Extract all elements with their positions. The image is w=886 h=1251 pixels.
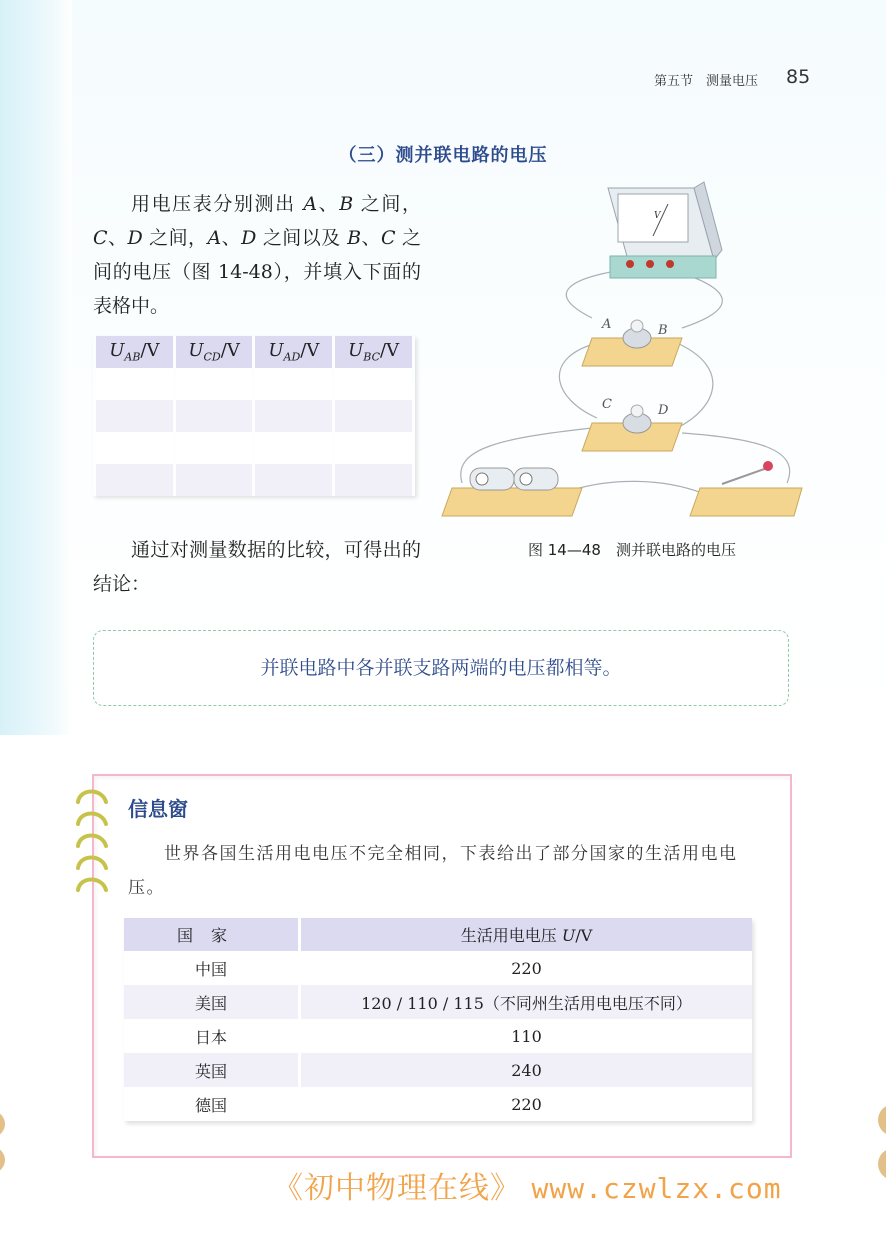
header-country: 国家 (124, 918, 301, 951)
blank-cell[interactable] (335, 368, 412, 400)
comparison-paragraph: 通过对测量数据的比较，可得出的结论： (93, 539, 421, 595)
voltage-cell: 120 / 110 / 115（不同州生活用电电压不同） (301, 985, 752, 1019)
header-ubc: $U_{BC}/V$ (335, 336, 412, 368)
circuit-figure (432, 178, 812, 523)
voltage-cell: 110 (301, 1019, 752, 1053)
table-row (96, 400, 412, 432)
country-cell: 中国 (124, 951, 301, 985)
country-voltage-table (124, 918, 752, 1121)
header-uab: $U_{AB}/V$ (96, 336, 173, 368)
blank-cell[interactable] (335, 400, 412, 432)
table-row (96, 368, 412, 400)
blank-cell[interactable] (96, 432, 173, 464)
meter-label: V (654, 211, 661, 221)
spiral-binding-icon (74, 784, 110, 894)
blank-cell[interactable] (335, 432, 412, 464)
info-window-paragraph: 世界各国生活用电电压不完全相同，下表给出了部分国家的生活用电电压。 (128, 844, 738, 898)
battery (442, 468, 582, 516)
table-row (96, 464, 412, 496)
label-d: D (658, 403, 669, 418)
section-heading: （三）测并联电路的电压 (338, 145, 548, 166)
measurement-table (93, 336, 415, 496)
figure-caption: 图 14—48 测并联电路的电压 (528, 541, 736, 559)
voltage-cell: 240 (301, 1053, 752, 1087)
blank-cell[interactable] (255, 432, 332, 464)
voltage-cell: 220 (301, 951, 752, 985)
blank-cell[interactable] (176, 432, 253, 464)
blank-cell[interactable] (335, 464, 412, 496)
table-row (124, 1087, 752, 1121)
country-cell: 美国 (124, 985, 301, 1019)
bulb-ab (582, 317, 682, 366)
country-cell: 英国 (124, 1053, 301, 1087)
page-number: 85 (786, 66, 811, 88)
page-background-left (0, 0, 72, 735)
blank-cell[interactable] (255, 400, 332, 432)
blank-cell[interactable] (96, 368, 173, 400)
blank-cell[interactable] (96, 464, 173, 496)
header-ucd: $U_{CD}/V$ (176, 336, 253, 368)
country-cell: 德国 (124, 1087, 301, 1121)
watermark-url[interactable]: www.czwlzx.com (531, 1172, 782, 1205)
header-voltage: 生活用电电压 U/V (301, 918, 752, 951)
table-row (124, 951, 752, 985)
watermark-text: 《初中物理在线》 (273, 1171, 521, 1206)
label-c: C (602, 397, 612, 412)
blank-cell[interactable] (176, 464, 253, 496)
info-window-title: 信息窗 (128, 797, 188, 821)
bulb-cd (582, 397, 682, 451)
measurement-table-header (96, 336, 412, 368)
header-uad: $U_{AD}/V$ (255, 336, 332, 368)
decorative-circle-right (876, 1100, 886, 1190)
voltmeter (608, 182, 722, 278)
blank-cell[interactable] (255, 464, 332, 496)
country-cell: 日本 (124, 1019, 301, 1053)
watermark (273, 1163, 782, 1207)
voltage-cell: 220 (301, 1087, 752, 1121)
blank-cell[interactable] (176, 400, 253, 432)
table-row (124, 1019, 752, 1053)
conclusion-box (93, 630, 789, 706)
running-header-section: 第五节 测量电压 (654, 74, 759, 89)
table-row (124, 1053, 752, 1087)
blank-cell[interactable] (255, 368, 332, 400)
table-row (124, 985, 752, 1019)
conclusion-text: 并联电路中各并联支路两端的电压都相等。 (260, 657, 622, 679)
intro-paragraph: 用电压表分别测出 A、B 之间，C、D 之间，A、D 之间以及 B、C 之间的电压（图 14-48），并填入下面的表格中。 (93, 193, 421, 317)
decorative-circle-left (0, 1110, 6, 1180)
label-b: B (658, 323, 668, 338)
country-table-header (124, 918, 752, 951)
label-a: A (602, 317, 612, 332)
blank-cell[interactable] (176, 368, 253, 400)
blank-cell[interactable] (96, 400, 173, 432)
switch (690, 461, 802, 516)
table-row (96, 432, 412, 464)
